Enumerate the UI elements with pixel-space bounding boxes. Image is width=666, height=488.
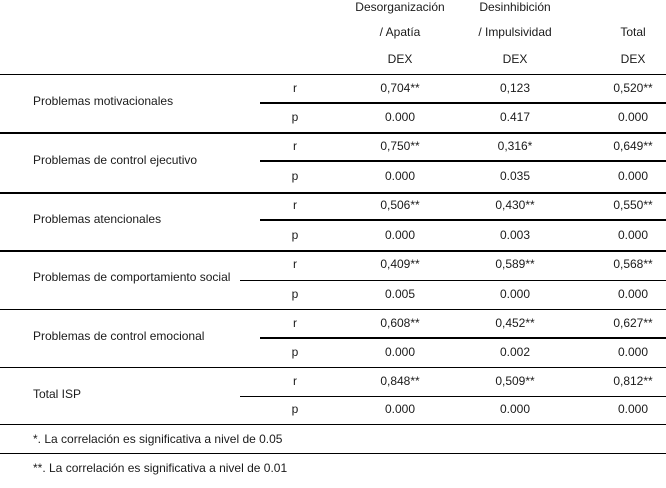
cell-r-col3: 0,627** xyxy=(613,316,653,330)
row-label: Problemas de comportamiento social xyxy=(33,270,231,284)
header-col1-line1: Desorganización xyxy=(355,0,445,14)
header-col2-line3: DEX xyxy=(502,52,528,66)
cell-r-col2: 0,316* xyxy=(497,139,533,153)
p-label: p xyxy=(291,228,299,242)
cell-r-col3: 0,649** xyxy=(613,139,653,153)
cell-r-col3: 0,550** xyxy=(613,198,653,212)
row-divider xyxy=(240,396,666,397)
cell-p-col2: 0.002 xyxy=(499,345,531,359)
r-label: r xyxy=(293,257,297,271)
cell-p-col2: 0.417 xyxy=(499,110,531,124)
r-label: r xyxy=(293,139,297,153)
header-col3-line2: DEX xyxy=(620,52,646,66)
table-bottom-rule xyxy=(0,424,666,425)
header-col1-line3: DEX xyxy=(387,52,413,66)
cell-p-col3: 0.000 xyxy=(617,110,649,124)
cell-r-col2: 0,123 xyxy=(499,81,531,95)
cell-r-col1: 0,506** xyxy=(380,198,420,212)
r-label: r xyxy=(293,316,297,330)
row-divider-thick xyxy=(260,102,666,104)
r-label: r xyxy=(293,81,297,95)
cell-r-col2: 0,452** xyxy=(495,316,535,330)
cell-r-col3: 0,520** xyxy=(613,81,653,95)
row-divider-thick xyxy=(260,160,666,162)
cell-p-col1: 0.000 xyxy=(384,345,416,359)
row-label: Problemas de control emocional xyxy=(33,329,205,343)
row-divider xyxy=(240,280,666,281)
group-divider xyxy=(0,192,666,194)
header-bottom-rule xyxy=(0,74,666,75)
row-divider-thick xyxy=(260,219,666,221)
cell-p-col2: 0.035 xyxy=(499,169,531,183)
cell-r-col1: 0,608** xyxy=(380,316,420,330)
group-divider xyxy=(0,132,666,134)
header-col3-line1: Total xyxy=(620,25,646,39)
footnote-significance-005: *. La correlación es significativa a nivel de 0.05 xyxy=(33,432,283,446)
cell-p-col2: 0.000 xyxy=(499,402,531,416)
header-col2-line1: Desinhibición xyxy=(479,0,551,14)
cell-p-col3: 0.000 xyxy=(617,345,649,359)
cell-p-col2: 0.000 xyxy=(499,287,531,301)
row-label: Problemas motivacionales xyxy=(33,94,174,108)
cell-r-col2: 0,430** xyxy=(495,198,535,212)
cell-p-col3: 0.000 xyxy=(617,402,649,416)
cell-r-col2: 0,509** xyxy=(495,374,535,388)
footnote-significance-001: **. La correlación es significativa a nivel de 0.01 xyxy=(33,461,288,475)
cell-p-col1: 0.005 xyxy=(384,287,416,301)
header-col1-line2: / Apatía xyxy=(379,25,421,39)
row-label: Total ISP xyxy=(33,387,82,401)
cell-p-col1: 0.000 xyxy=(384,169,416,183)
header-col2-line2: / Impulsividad xyxy=(478,25,552,39)
p-label: p xyxy=(291,169,299,183)
cell-r-col3: 0,568** xyxy=(613,257,653,271)
p-label: p xyxy=(291,110,299,124)
cell-p-col1: 0.000 xyxy=(384,402,416,416)
cell-p-col2: 0.003 xyxy=(499,228,531,242)
cell-r-col1: 0,750** xyxy=(380,139,420,153)
cell-p-col3: 0.000 xyxy=(617,169,649,183)
r-label: r xyxy=(293,198,297,212)
cell-r-col2: 0,589** xyxy=(495,257,535,271)
cell-p-col3: 0.000 xyxy=(617,228,649,242)
cell-r-col1: 0,848** xyxy=(380,374,420,388)
p-label: p xyxy=(291,287,299,301)
cell-p-col1: 0.000 xyxy=(384,228,416,242)
group-divider xyxy=(0,250,666,252)
group-divider xyxy=(0,309,666,310)
cell-r-col1: 0,704** xyxy=(380,81,420,95)
row-label: Problemas de control ejecutivo xyxy=(33,153,198,167)
group-divider xyxy=(0,367,666,368)
p-label: p xyxy=(291,345,299,359)
cell-p-col3: 0.000 xyxy=(617,287,649,301)
p-label: p xyxy=(291,402,299,416)
row-label: Problemas atencionales xyxy=(33,212,162,226)
cell-r-col3: 0,812** xyxy=(613,374,653,388)
note-divider xyxy=(0,453,666,454)
row-divider-thick xyxy=(260,337,666,339)
cell-p-col1: 0.000 xyxy=(384,110,416,124)
r-label: r xyxy=(293,374,297,388)
cell-r-col1: 0,409** xyxy=(380,257,420,271)
